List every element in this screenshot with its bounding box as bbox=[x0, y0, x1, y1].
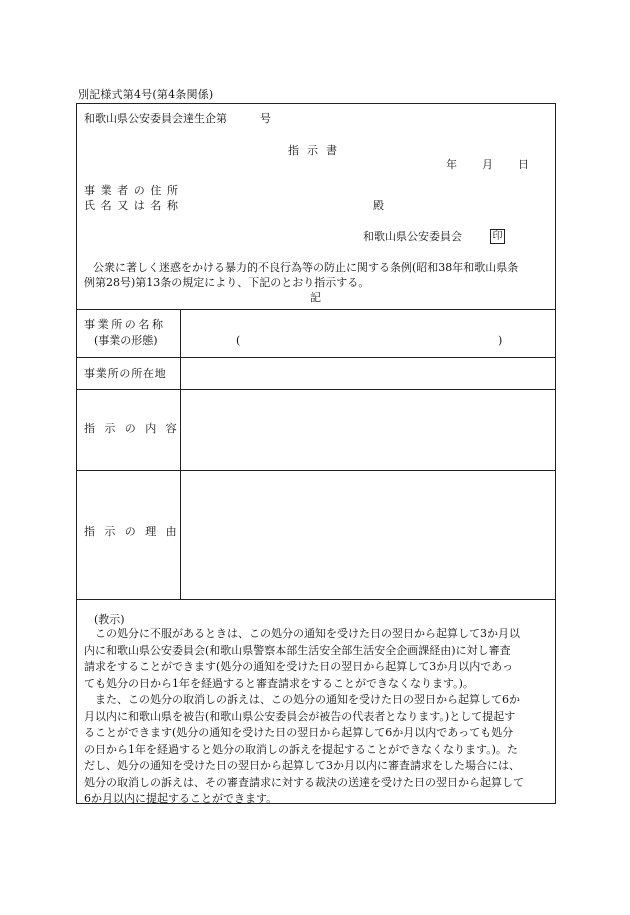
business-location-label: 事業所の所在地 bbox=[84, 367, 167, 380]
notice-body bbox=[84, 626, 524, 808]
issuer-name: 和歌山県公安委員会 bbox=[363, 230, 462, 243]
notice-heading: (教示) bbox=[94, 613, 125, 626]
notice-line: の日から1年を経過すると処分の取消しの訴えを提起することができなくなります。)。た bbox=[84, 742, 518, 756]
paren-close: ) bbox=[498, 334, 503, 347]
instruction-content-label: 指示の内容 bbox=[84, 422, 186, 435]
notice-line: 処分の取消しの訴えは、その審査請求に対する裁決の送達を受けた日の翌日から起算して bbox=[84, 775, 524, 789]
ki-heading: 記 bbox=[310, 291, 321, 304]
date-line: 年 月 日 bbox=[446, 158, 530, 171]
paren-open: ( bbox=[236, 334, 241, 347]
business-type-label: (事業の形態) bbox=[94, 334, 158, 347]
notice-line: 月以内に和歌山県を被告(和歌山県公安委員会が被告の代表者となります。)として提起す bbox=[84, 709, 516, 723]
address-label: 事業者の住所 bbox=[84, 184, 184, 197]
notice-line: だし、処分の通知を受けた日の翌日から起算して3か月以内に審査請求をした場合には、 bbox=[84, 759, 520, 772]
table-column-rule bbox=[180, 309, 181, 599]
seal-stamp: 印 bbox=[490, 229, 505, 244]
row-3-rule bbox=[77, 470, 555, 471]
document-number-line: 和歌山県公安委員会達生企第 号 bbox=[84, 112, 271, 125]
notice-line: 内に和歌山県公安委員会(和歌山県警察本部生活安全部生活安全企画課経由)に対し審査 bbox=[84, 643, 511, 657]
table-bottom-rule bbox=[77, 599, 555, 600]
honorific-dono: 殿 bbox=[373, 199, 384, 212]
notice-line: ることができます(処分の通知を受けた日の翌日から起算して6か月以内であっても処分 bbox=[84, 726, 514, 739]
table-top-rule bbox=[77, 309, 555, 310]
form-frame bbox=[76, 103, 556, 804]
instruction-reason-label: 指示の理由 bbox=[84, 525, 186, 538]
form-number-label: 別記様式第4号(第4条関係) bbox=[78, 88, 214, 101]
notice-line: ても処分の日から1年を経過すると審査請求をすることができなくなります。)。 bbox=[84, 676, 474, 690]
document-title: 指示書 bbox=[288, 144, 345, 157]
notice-line: 6か月以内に提起することができます。 bbox=[84, 792, 278, 805]
row-1-rule bbox=[77, 357, 555, 358]
intro-line-2: 例第28号)第13条の規定により、下記のとおり指示する。 bbox=[84, 276, 370, 289]
name-label: 氏名又は名称 bbox=[84, 199, 184, 212]
business-name-label: 事業所の名称 bbox=[84, 318, 166, 331]
row-2-rule bbox=[77, 389, 555, 390]
notice-line: この処分に不服があるときは、この処分の通知を受けた日の翌日から起算して3か月以 bbox=[84, 627, 520, 640]
notice-line: また、この処分の取消しの訴えは、この処分の通知を受けた日の翌日から起算して6か bbox=[84, 693, 520, 706]
notice-line: 請求をすることができます(処分の通知を受けた日の翌日から起算して3か月以内であっ bbox=[84, 660, 514, 673]
intro-line-1: 公衆に著しく迷惑をかける暴力的不良行為等の防止に関する条例(昭和38年和歌山県条 bbox=[93, 261, 519, 274]
